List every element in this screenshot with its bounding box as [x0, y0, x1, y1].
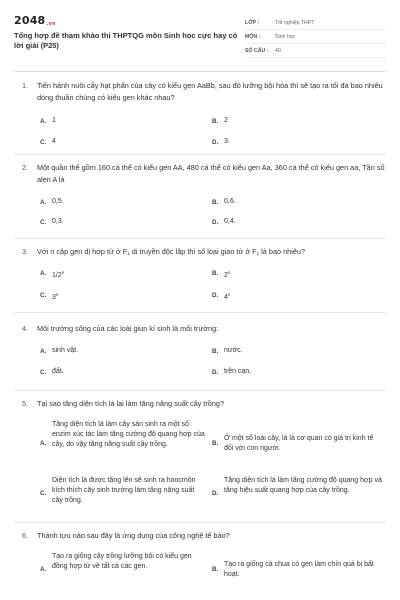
- divider: [14, 390, 386, 391]
- option-text: 1: [52, 117, 56, 124]
- option-base: 2: [224, 271, 228, 279]
- question-text: Tiến hành nuôi cấy hạt phấn của cây có kiểu gen AaBb, sau đó lưỡng bội hóa thì sẽ tạo ra tối đa bao nhiêu dòng thuần chủng có kiểu gen khác nhau?: [37, 81, 383, 102]
- meta-grade-value: Tốt nghiệp THPT: [275, 19, 315, 26]
- meta-question-count-label: SỐ CÂU :: [245, 47, 269, 54]
- option-letter: A.: [40, 269, 47, 277]
- option-letter: C.: [40, 139, 47, 146]
- option-text: Tăng diện tích lá làm cây sản sinh ra một số enzim xúc tác làm tăng cường độ quang hợp của cây, do vậy tăng năng suất cây trồng.: [52, 420, 205, 448]
- option-letter: A.: [40, 439, 47, 447]
- option-d[interactable]: [212, 476, 384, 512]
- option-text: Diện tích lá được tăng lên sẽ sinh ra hoocmôn kích thích cây sinh trưởng làm tăng năng suất cây trồng.: [52, 476, 196, 504]
- option-letter: B.: [212, 269, 219, 277]
- option-text: Ở một số loài cây, lá là cơ quan có giá trị kinh tế đối với con người.: [224, 434, 374, 452]
- option-exponent: n: [61, 269, 65, 275]
- option-b[interactable]: [212, 268, 230, 281]
- option-exponent: n: [55, 291, 59, 297]
- option-d[interactable]: [212, 290, 230, 303]
- option-a[interactable]: [40, 420, 205, 468]
- option-letter: A.: [40, 565, 47, 573]
- question-number: 3.: [22, 247, 29, 256]
- option-exponent: n: [227, 291, 231, 297]
- option-letter: D.: [212, 368, 219, 376]
- question-4: [22, 323, 386, 375]
- meta-grade: [245, 16, 386, 30]
- question-1: [22, 80, 386, 146]
- option-a[interactable]: [40, 346, 78, 358]
- option-b[interactable]: [212, 552, 384, 588]
- option-d[interactable]: [212, 137, 230, 149]
- question-text: Tại sao tăng diện tích lá lại làm tăng năng suất cây trồng?: [37, 399, 224, 408]
- subscript: 1: [256, 251, 260, 256]
- option-b[interactable]: [212, 197, 236, 209]
- question-text: Môi trường sống của các loài giun kí sinh là môi trường:: [37, 324, 219, 333]
- question-number: 4.: [22, 324, 29, 333]
- option-text: trên cạn.: [224, 367, 252, 375]
- option-letter: B.: [212, 199, 219, 206]
- option-a[interactable]: [40, 552, 205, 588]
- divider: [14, 522, 386, 523]
- option-letter: B.: [212, 439, 219, 447]
- question-text: Thành tựu nào sau đây là ứng dụng của công nghệ tế bào?: [37, 531, 230, 540]
- question-6: [22, 530, 386, 592]
- option-text: Tạo ra giống cà chua có gen làm chín quả bị bất hoạt.: [224, 560, 374, 578]
- option-text: Tăng diện tích lá làm tăng cường độ quang hợp và tăng hiệu suất quang hợp của cây trồng.: [224, 476, 382, 494]
- option-b[interactable]: [212, 346, 243, 358]
- option-exponent: n: [227, 269, 231, 275]
- option-text: sinh vật.: [52, 346, 79, 354]
- option-letter: B.: [212, 565, 219, 573]
- meta-grade-label: LỚP :: [245, 19, 260, 26]
- meta-question-count: [245, 44, 386, 58]
- option-text: 0,6.: [224, 198, 236, 205]
- option-letter: B.: [212, 118, 219, 125]
- option-text: 0,4.: [224, 218, 236, 225]
- option-base: 1/2: [52, 271, 62, 279]
- option-d[interactable]: [212, 217, 236, 229]
- question-number: 1.: [22, 81, 29, 90]
- question-text-part: là bao nhiêu?: [259, 247, 306, 256]
- meta-subject-value: Sinh học: [275, 33, 296, 40]
- option-letter: D.: [212, 489, 219, 497]
- question-5: [22, 398, 386, 522]
- option-c[interactable]: [40, 367, 64, 379]
- option-text: đất.: [52, 367, 64, 375]
- question-text: [37, 246, 386, 260]
- option-text: 4: [52, 138, 56, 145]
- question-number: 6.: [22, 531, 29, 540]
- option-letter: D.: [212, 291, 219, 299]
- option-d[interactable]: [212, 367, 251, 379]
- option-text: 0,5.: [52, 198, 64, 205]
- option-letter: B.: [212, 347, 219, 355]
- document-title: Tổng hợp đề tham khảo thi THPTQG môn Sinh học cực hay có lời giải (P25): [14, 31, 238, 50]
- option-a[interactable]: [40, 197, 64, 209]
- option-b[interactable]: [212, 420, 384, 468]
- option-text: Tạo ra giống cây trồng lưỡng bội có kiểu gen đồng hợp tử về tất cả các gen.: [52, 552, 192, 570]
- option-letter: C.: [40, 489, 47, 497]
- option-letter: A.: [40, 199, 47, 206]
- option-c[interactable]: [40, 217, 64, 229]
- option-c[interactable]: [40, 476, 205, 512]
- document-meta: [245, 14, 386, 71]
- option-a[interactable]: [40, 116, 56, 128]
- question-2: [22, 162, 386, 225]
- divider: [14, 154, 386, 155]
- divider: [14, 312, 386, 313]
- option-a[interactable]: [40, 268, 64, 281]
- meta-subject-label: MÔN :: [245, 33, 261, 40]
- option-letter: C.: [40, 291, 47, 299]
- subscript: 1: [127, 251, 130, 256]
- option-text: 3.: [224, 138, 230, 145]
- divider: [14, 238, 386, 239]
- option-c[interactable]: [40, 137, 56, 149]
- document-header: [14, 14, 386, 72]
- logo-main: 2048: [14, 14, 46, 27]
- question-3: [22, 246, 386, 300]
- option-base: 4: [224, 293, 228, 301]
- option-text: 2: [224, 117, 228, 124]
- logo-suffix: .vn: [46, 21, 56, 27]
- option-letter: D.: [212, 219, 219, 226]
- question-text-part: Với n cặp gen dị hợp tử ở F: [37, 247, 128, 256]
- option-base: 3: [52, 293, 56, 301]
- meta-question-count-value: 40: [275, 47, 281, 54]
- option-text: nước.: [224, 346, 243, 354]
- option-c[interactable]: [40, 290, 58, 303]
- option-letter: A.: [40, 118, 47, 125]
- meta-subject: [245, 30, 386, 44]
- option-letter: A.: [40, 347, 47, 355]
- option-text: 0,3.: [52, 218, 64, 225]
- question-number: 5.: [22, 399, 29, 408]
- site-logo[interactable]: [14, 14, 245, 27]
- option-letter: C.: [40, 219, 47, 226]
- question-text-part: di truyền độc lập thì số loại giao tử ở F: [129, 247, 257, 256]
- question-number: 2.: [22, 163, 29, 172]
- option-letter: C.: [40, 368, 47, 376]
- option-b[interactable]: [212, 116, 228, 128]
- option-letter: D.: [212, 139, 219, 146]
- question-text: Một quần thể gồm 160 cá thể có kiểu gen AA, 480 cá thể có kiểu gen Aa, 360 cá thể có kiểu gen aa, Tần số alen A là: [37, 163, 385, 184]
